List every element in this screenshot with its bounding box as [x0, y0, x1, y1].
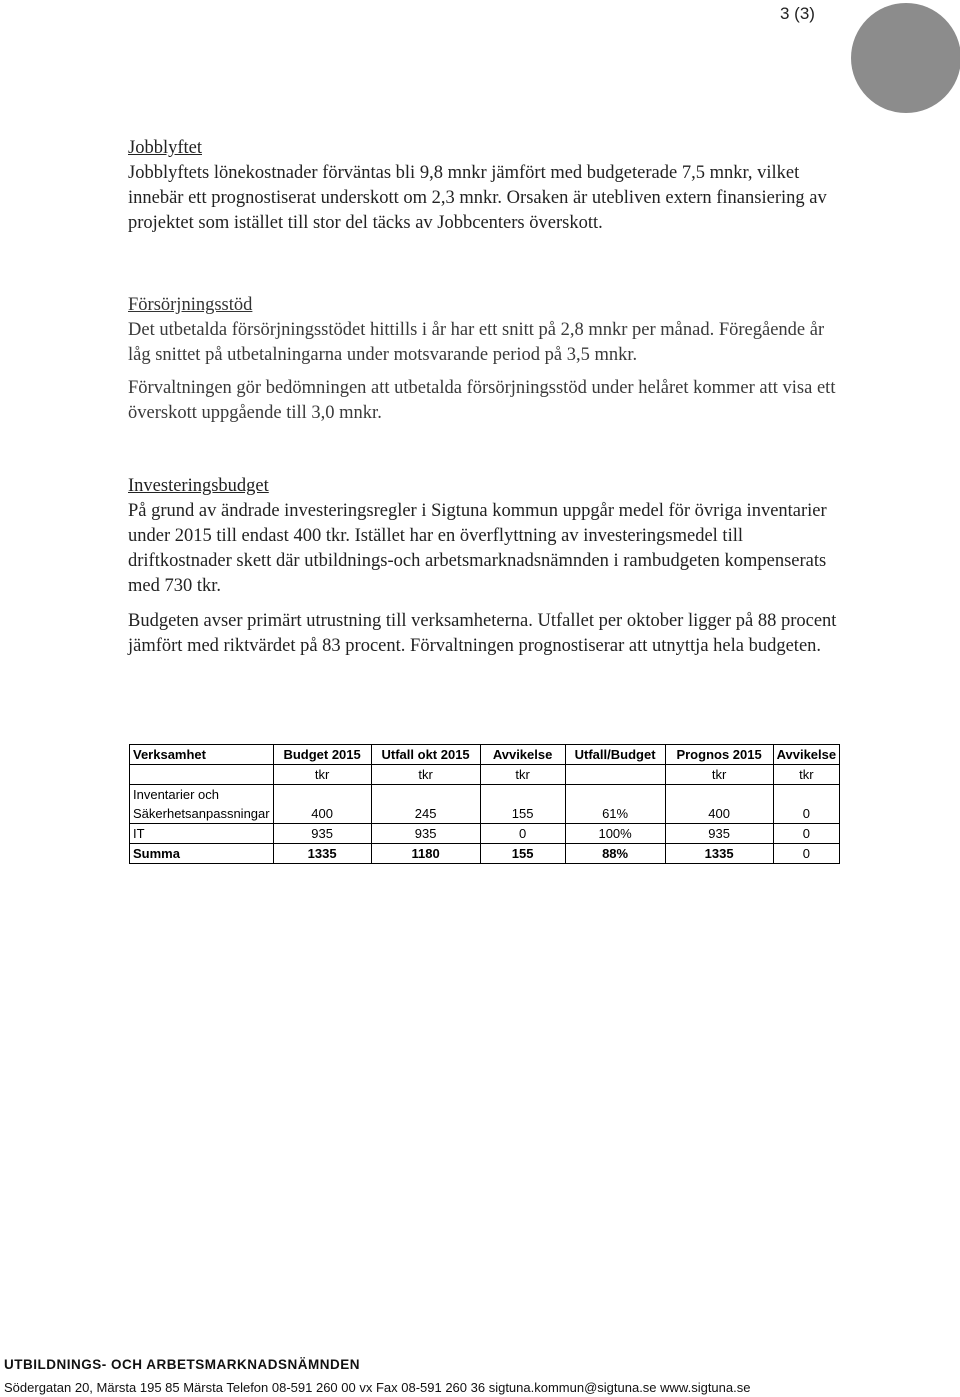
table-unit-cell: tkr: [273, 765, 371, 785]
table-cell: [665, 785, 773, 805]
table-cell: 0: [480, 824, 565, 844]
table-cell: 155: [480, 804, 565, 824]
table-header-cell: Prognos 2015: [665, 745, 773, 765]
paragraph-investeringsbudget-1: På grund av ändrade investeringsregler i Sigtuna kommun uppgår medel för övriga inventarier under 2015 till endast 400 tkr. Istället har en överflyttning av investeringsmedel till driftkostnader skett där utbildnings-och arbetsmarknadsnämnden i rambudgeten kompenserats med 730 tkr.: [128, 501, 827, 596]
table-cell: 100%: [565, 824, 665, 844]
heading-jobblyftet: Jobblyftet: [128, 138, 202, 158]
table-cell: 400: [665, 804, 773, 824]
table-row: [130, 785, 840, 805]
table-cell: 935: [371, 824, 480, 844]
table-cell: IT: [130, 824, 274, 844]
footer-organization: UTBILDNINGS- OCH ARBETSMARKNADSNÄMNDEN: [4, 1357, 360, 1372]
paragraph-forsorjningsstod-2: Förvaltningen gör bedömningen att utbetalda försörjningsstöd under helåret kommer att visa ett överskott uppgående till 3,0 mnkr.: [128, 378, 836, 423]
footer-address: Södergatan 20, Märsta 195 85 Märsta Telefon 08-591 260 00 vx Fax 08-591 260 36 sigtuna.kommun@sigtuna.se www.sigtuna.se: [4, 1380, 751, 1395]
corner-circle-decoration: [851, 3, 960, 113]
table-cell: 155: [480, 844, 565, 864]
section-jobblyftet: [128, 136, 848, 236]
table-header-row: [130, 745, 840, 765]
table-cell: 61%: [565, 804, 665, 824]
table-cell: 935: [273, 824, 371, 844]
heading-investeringsbudget: Investeringsbudget: [128, 476, 269, 496]
table-cell: 1335: [665, 844, 773, 864]
table-cell: [480, 785, 565, 805]
table-header-cell: Verksamhet: [130, 745, 274, 765]
table-cell: [371, 785, 480, 805]
table-units-row: [130, 765, 840, 785]
table-cell: 88%: [565, 844, 665, 864]
table-cell: [773, 785, 840, 805]
paragraph-jobblyftet: Jobblyftets lönekostnader förväntas bli 9,8 mnkr jämfört med budgeterade 7,5 mnkr, vilket innebär ett prognostiserat underskott om 2,3 mnkr. Orsaken är utebliven extern finansiering av projektet som istället till stor del täcks av Jobbcenters överskott.: [128, 163, 827, 233]
table-row: [130, 824, 840, 844]
table-header-cell: Utfall/Budget: [565, 745, 665, 765]
table-cell: [565, 785, 665, 805]
table-header-cell: Budget 2015: [273, 745, 371, 765]
table-cell: 935: [665, 824, 773, 844]
table-unit-cell: [565, 765, 665, 785]
table-cell: 400: [273, 804, 371, 824]
table-cell: 1335: [273, 844, 371, 864]
paragraph-forsorjningsstod-1: Det utbetalda försörjningsstödet hittills i år har ett snitt på 2,8 mnkr per månad. Föregående år låg snittet på utbetalningarna under motsvarande period på 3,5 mnkr.: [128, 320, 825, 365]
table-header-cell: Utfall okt 2015: [371, 745, 480, 765]
table-unit-cell: [130, 765, 274, 785]
table-cell: Summa: [130, 844, 274, 864]
table-cell: Inventarier och: [130, 785, 274, 805]
table-cell: 0: [773, 844, 840, 864]
investment-table: [129, 744, 840, 864]
table-unit-cell: tkr: [371, 765, 480, 785]
table-header-cell: Avvikelse: [773, 745, 840, 765]
heading-forsorjningsstod: Försörjningsstöd: [128, 295, 253, 315]
table-cell: 1180: [371, 844, 480, 864]
table-row: [130, 804, 840, 824]
table-cell: 0: [773, 804, 840, 824]
table-unit-cell: tkr: [773, 765, 840, 785]
section-investeringsbudget: [128, 474, 848, 659]
table-unit-cell: tkr: [480, 765, 565, 785]
table-header-cell: Avvikelse: [480, 745, 565, 765]
table-cell: 0: [773, 824, 840, 844]
paragraph-investeringsbudget-2: Budgeten avser primärt utrustning till verksamheterna. Utfallet per oktober ligger på 88 procent jämfört med riktvärdet på 83 procent. Förvaltningen prognostiserar att utnyttja hela budgeten.: [128, 611, 837, 656]
section-forsorjningsstod: [128, 293, 848, 426]
table-cell: Säkerhetsanpassningar: [130, 804, 274, 824]
page-number: 3 (3): [780, 4, 815, 23]
table-total-row: [130, 844, 840, 864]
table-cell: 245: [371, 804, 480, 824]
table-cell: [273, 785, 371, 805]
table-unit-cell: tkr: [665, 765, 773, 785]
